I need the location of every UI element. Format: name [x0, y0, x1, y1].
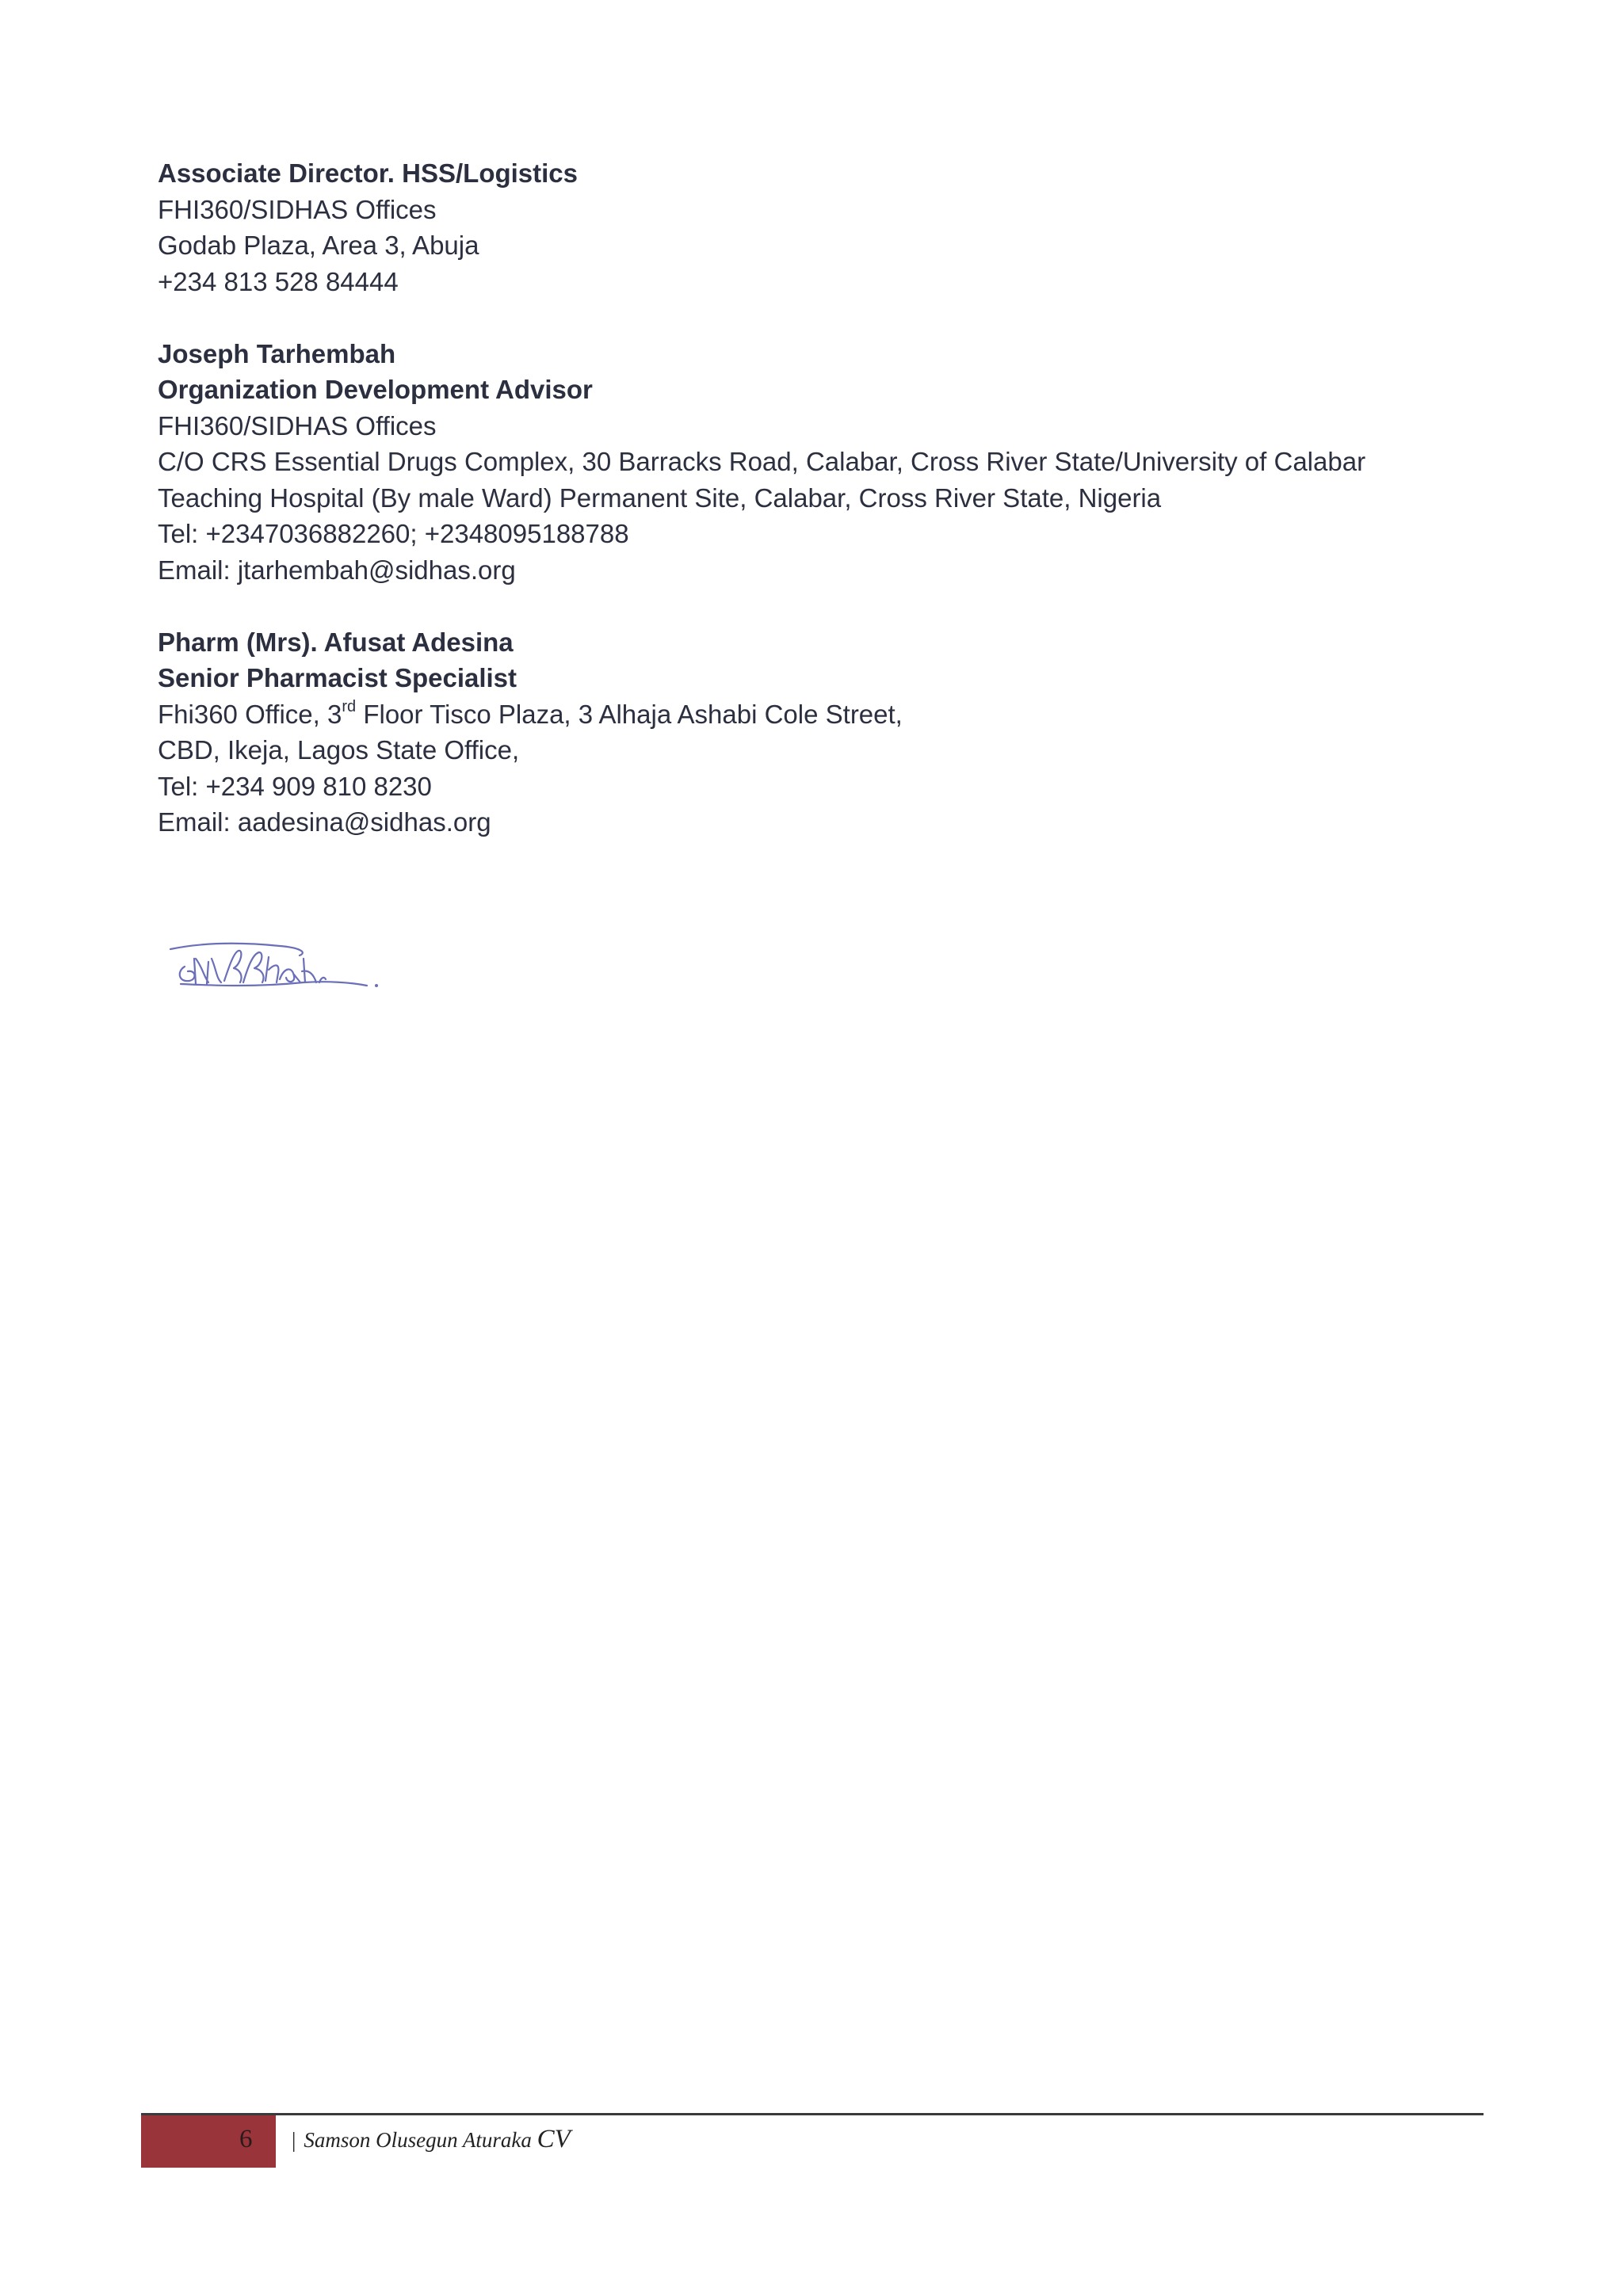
- reference-organization: FHI360/SIDHAS Offices: [158, 410, 437, 441]
- reference-phone: Tel: +2347036882260; +2348095188788: [158, 519, 629, 548]
- page-number-box: [141, 2115, 276, 2168]
- reference-email: Email: jtarhembah@sidhas.org: [158, 555, 516, 585]
- reference-title: Organization Development Advisor: [158, 375, 593, 404]
- references-section: [158, 155, 1505, 841]
- reference-address: [158, 696, 1505, 733]
- reference-address: C/O CRS Essential Drugs Complex, 30 Barracks Road, Calabar, Cross River State/University of Calabar: [158, 447, 1366, 476]
- spacer: [158, 588, 1505, 624]
- spacer: [158, 299, 1505, 336]
- reference-title: Senior Pharmacist Specialist: [158, 663, 517, 692]
- reference-address: Teaching Hospital (By male Ward) Permanent Site, Calabar, Cross River State, Nigeria: [158, 482, 1162, 513]
- signature-icon: [161, 935, 399, 1014]
- reference-name: Joseph Tarhembah: [158, 338, 396, 368]
- footer-author: Samson Olusegun Aturaka: [304, 2128, 532, 2152]
- address-prefix: Fhi360 Office, 3: [158, 699, 342, 729]
- footer-title: [292, 2125, 571, 2154]
- ordinal-suffix: rd: [342, 697, 357, 715]
- address-suffix: Floor Tisco Plaza, 3 Alhaja Ashabi Cole Street,: [356, 699, 903, 729]
- footer-suffix: CV: [537, 2125, 571, 2153]
- reference-address: CBD, Ikeja, Lagos State Office,: [158, 735, 520, 765]
- reference-phone: Tel: +234 909 810 8230: [158, 771, 432, 801]
- page-number: 6: [239, 2125, 253, 2153]
- footer-rule: [141, 2113, 1484, 2115]
- reference-name: Pharm (Mrs). Afusat Adesina: [158, 627, 514, 657]
- reference-block-2: [158, 336, 1505, 589]
- reference-email: Email: aadesina@sidhas.org: [158, 807, 491, 837]
- reference-organization: FHI360/SIDHAS Offices: [158, 194, 437, 224]
- reference-block-3: [158, 624, 1505, 841]
- footer-separator: |: [292, 2128, 296, 2152]
- reference-phone: +234 813 528 84444: [158, 266, 399, 296]
- reference-address: Godab Plaza, Area 3, Abuja: [158, 231, 479, 260]
- reference-block-1: [158, 155, 1505, 299]
- reference-title: Associate Director. HSS/Logistics: [158, 158, 579, 188]
